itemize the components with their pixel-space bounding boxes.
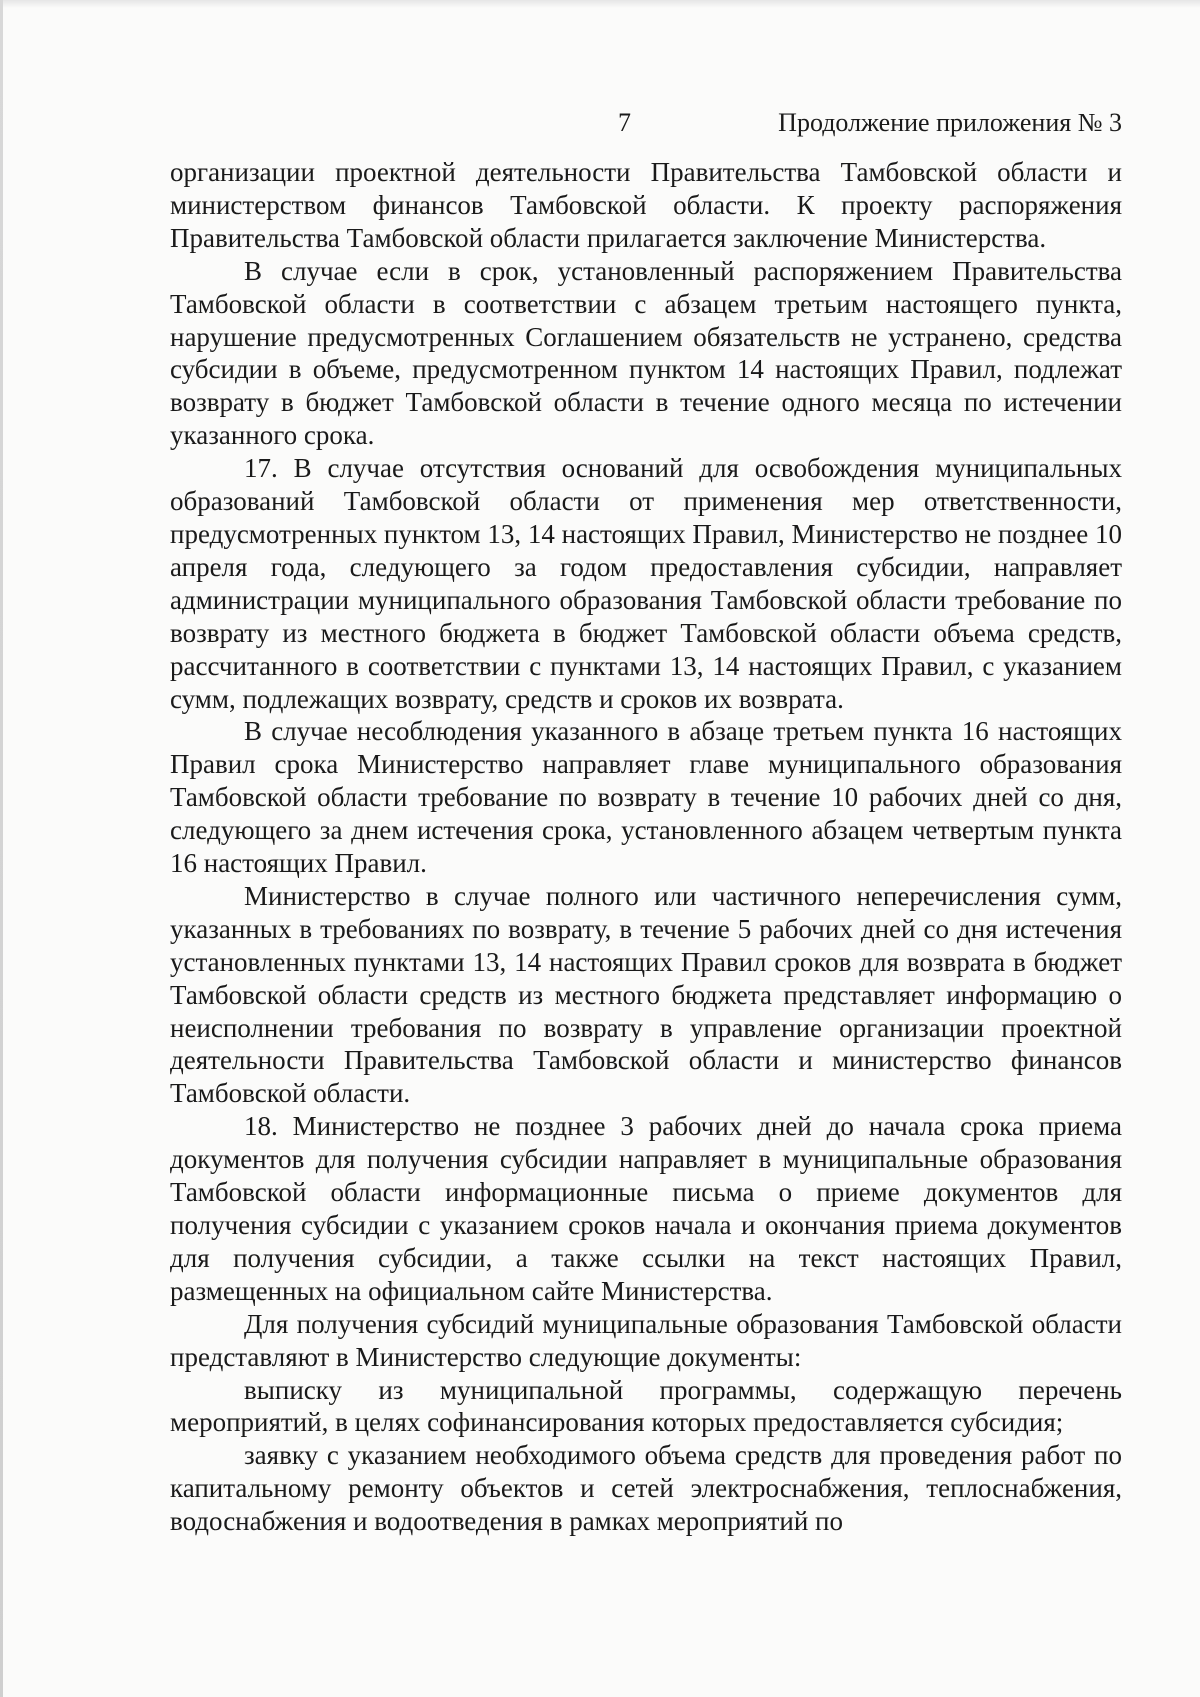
scan-shadow-top [0, 0, 1200, 8]
paragraph-continuation: организации проектной деятельности Правительства Тамбовской области и министерством финансов Тамбовской области. К проекту распоряжения Правительства Тамбовской области прилагается заключение Министерства. [170, 157, 1122, 253]
page-header [170, 108, 1122, 148]
appendix-continuation-note: Продолжение приложения № 3 [778, 108, 1122, 137]
page-number: 7 [618, 108, 631, 137]
document-body [170, 156, 1122, 1538]
paragraph-program-extract: выписку из муниципальной программы, содержащую перечень мероприятий, в целях софинансирования которых предоставляется субсидия; [170, 1374, 1122, 1438]
paragraph-18: 18. Министерство не позднее 3 рабочих дней до начала срока приема документов для получения субсидии направляет в муниципальные образования Тамбовской области информационные письма о приеме документов для получения субсидии с указанием сроков начала и окончания приема документов для получения субсидии, а также ссылки на текст настоящих Правил, размещенных на официальном сайте Министерства. [170, 1111, 1122, 1306]
paragraph-application: заявку с указанием необходимого объема средств для проведения работ по капитальному ремонту объектов и сетей электроснабжения, теплоснабжения, водоснабжения и водоотведения в рамках мероприятий по [170, 1440, 1122, 1537]
paragraph-documents-intro: Для получения субсидий муниципальные образования Тамбовской области представляют в Министерство следующие документы: [170, 1308, 1122, 1372]
paragraph-noncompliance: В случае несоблюдения указанного в абзаце третьем пункта 16 настоящих Правил срока Министерство направляет главе муниципального образования Тамбовской области требование по возврату в течение 10 рабочих дней со дня, следующего за днем истечения срока, установленного абзацем четвертым пункта 16 настоящих Правил. [170, 716, 1122, 879]
paragraph-ministry-report: Министерство в случае полного или частичного неперечисления сумм, указанных в требованиях по возврату, в течение 5 рабочих дней со дня истечения установленных пунктами 13, 14 настоящих Правил сроков для возврата в бюджет Тамбовской области средств из местного бюджета представляет информацию о неисполнении требования по возврату в управление организации проектной деятельности Правительства Тамбовской области и министерство финансов Тамбовской области. [170, 880, 1122, 1109]
paragraph-refund-deadline: В случае если в срок, установленный распоряжением Правительства Тамбовской области в соответствии с абзацем третьим настоящего пункта, нарушение предусмотренных Соглашением обязательств не устранено, средства субсидии в объеме, предусмотренном пунктом 14 настоящих Правил, подлежат возврату в бюджет Тамбовской области в течение одного месяца по истечении указанного срока. [170, 255, 1122, 451]
paragraph-17: 17. В случае отсутствия оснований для освобождения муниципальных образований Тамбовской области от применения мер ответственности, предусмотренных пунктом 13, 14 настоящих Правил, Министерство не позднее 10 апреля года, следующего за годом предоставления субсидии, направляет администрации муниципального образования Тамбовской области требование по возврату из местного бюджета в бюджет Тамбовской области объема средств, рассчитанного в соответствии с пунктами 13, 14 настоящих Правил, с указанием сумм, подлежащих возврату, средств и сроков их возврата. [170, 453, 1122, 714]
scan-shadow-left [0, 0, 3, 1697]
